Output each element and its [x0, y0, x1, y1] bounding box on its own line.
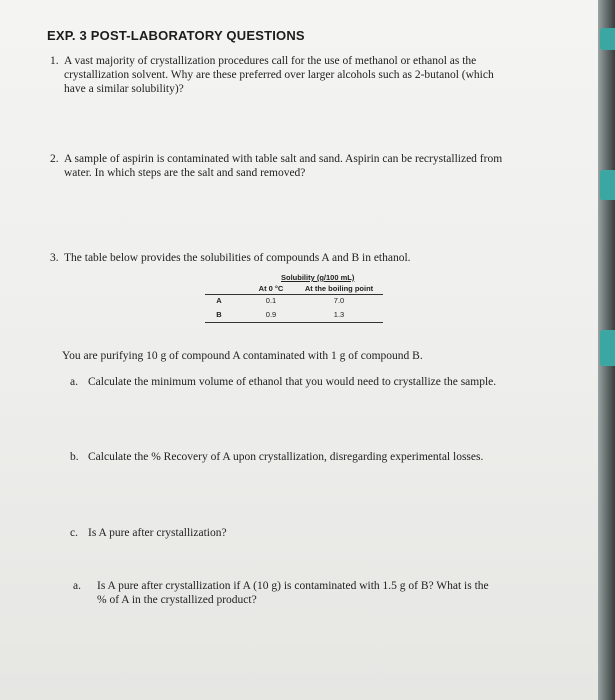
part-d: [73, 579, 573, 606]
binder-tab: [600, 170, 615, 200]
question-line: A sample of aspirin is contaminated with table salt and sand. Aspirin can be recrystallized from: [64, 153, 503, 165]
column-header: At 0 °C: [258, 284, 284, 293]
question-line: A vast majority of crystallization procedures call for the use of methanol or ethanol as the: [64, 55, 477, 67]
question-line: water. In which steps are the salt and sand removed?: [64, 167, 306, 179]
question-text: [64, 152, 502, 180]
binder-tab: [600, 28, 615, 50]
part-label: a.: [70, 376, 78, 388]
question-number: 1.: [50, 55, 59, 67]
table-row: [205, 295, 383, 307]
part-label: a.: [73, 580, 81, 592]
part-label: b.: [70, 451, 79, 463]
part-a: [70, 375, 580, 389]
part-c: [70, 526, 580, 540]
part-text: Calculate the % Recovery of A upon crystallization, disregarding experimental losses.: [88, 451, 484, 463]
cell-value: 0.1: [265, 296, 277, 305]
cell-value: 0.9: [265, 309, 277, 319]
part-label: c.: [70, 527, 78, 539]
part-line: % of A in the crystallized product?: [97, 594, 257, 606]
question-text: [64, 54, 494, 96]
part-b: [70, 450, 580, 464]
cell-value: 7.0: [333, 296, 345, 305]
table-title: Solubility (g/100 mL): [281, 273, 355, 282]
question-line: have a similar solubility)?: [64, 83, 184, 95]
row-label: A: [216, 296, 222, 305]
cell-value: 1.3: [333, 309, 345, 319]
solubility-table: [205, 272, 383, 323]
purification-statement: You are purifying 10 g of compound A contaminated with 1 g of compound B.: [62, 350, 423, 362]
part-text: Is A pure after crystallization?: [88, 527, 227, 539]
part-line: Is A pure after crystallization if A (10 g) is contaminated with 1.5 g of B? What is the: [97, 580, 489, 592]
question-number: 3.: [50, 252, 59, 264]
row-label: B: [216, 309, 222, 319]
question-line: crystallization solvent. Why are these preferred over larger alcohols such as 2-butanol (which: [64, 69, 494, 81]
table-row: [205, 306, 383, 323]
part-text: Calculate the minimum volume of ethanol that you would need to crystallize the sample.: [88, 376, 497, 388]
question-number: 2.: [50, 153, 59, 165]
binder-tab: [600, 330, 615, 366]
part-text: [97, 579, 489, 607]
question-text: The table below provides the solubilities of compounds A and B in ethanol.: [64, 252, 411, 264]
column-header: At the boiling point: [304, 284, 374, 293]
page-heading: EXP. 3 POST-LABORATORY QUESTIONS: [47, 28, 305, 43]
